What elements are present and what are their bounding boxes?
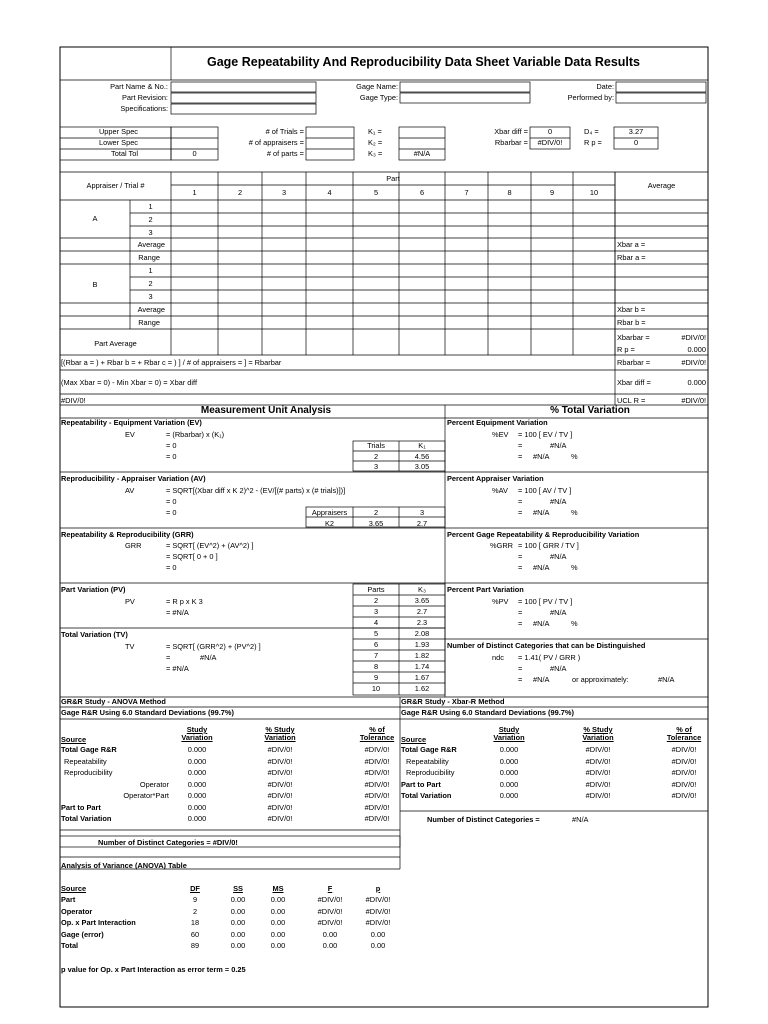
av-line2: = 0 (166, 497, 177, 506)
b-trial-3: 3 (148, 292, 153, 301)
pgrr-line1: = 100 [ GRR / TV ] (518, 541, 579, 550)
ndc-line3-value: #N/A (533, 675, 550, 684)
trials-table-header: Trials (367, 441, 385, 450)
k3-parts-2: 3 (373, 607, 379, 616)
lower-spec-label: Lower Spec (98, 138, 138, 147)
rbar-a-label: Rbar a = (617, 253, 646, 262)
xbar-row-pt-4: #DIV/0! (671, 791, 697, 800)
ppv-line3-value: #N/A (533, 619, 550, 628)
anova-col-pt1: % of (369, 725, 385, 734)
appraisers-col-3: 3 (419, 508, 425, 517)
k3-label: K₃ = (368, 149, 383, 158)
div0-note: #DIV/0! (61, 396, 86, 405)
ucl-r-value: #DIV/0! (681, 396, 706, 405)
ppv-line1: = 100 [ PV / TV ] (518, 597, 573, 606)
part-number-5: 5 (373, 188, 379, 197)
b-trial-2: 2 (148, 279, 153, 288)
k2-value-3: 2.7 (416, 519, 428, 528)
rbarbar-result-value: #DIV/0! (681, 358, 706, 367)
grr-title: Repeatability & Reproducibility (GRR) (61, 530, 194, 539)
anova-table-cell-4-2: 0.00 (230, 941, 246, 950)
xbar-col-sv2: Variation (493, 733, 525, 742)
ev-line3: = 0 (166, 452, 177, 461)
anova-row-ps-5: #DIV/0! (267, 802, 293, 812)
pev-line1: = 100 [ EV / TV ] (518, 430, 573, 439)
anova-table-cell-0-3: 0.00 (270, 895, 286, 904)
part-number-7: 7 (464, 188, 469, 197)
appraisers-label: # of appraisers = (248, 138, 304, 147)
k3-value: #N/A (413, 149, 431, 158)
pev-line3: = (518, 452, 523, 461)
anova-row-source-0: Total Gage R&R (61, 745, 117, 754)
ndc-label: ndc (492, 653, 504, 662)
k3-parts-5: 6 (373, 640, 379, 649)
rp-label: R p = (584, 138, 602, 147)
anova-table-note: p value for Op. x Part Interaction as error term = 0.25 (61, 965, 246, 974)
xbar-row-ps-2: #DIV/0! (585, 768, 611, 777)
grid-cell (306, 127, 354, 160)
trials-label: # of Trials = (265, 127, 304, 136)
xbar-diff-value: 0 (547, 127, 553, 136)
anova-row-sv-6: 0.000 (187, 814, 207, 823)
ppv-label: %PV (492, 597, 509, 606)
anova-table-cell-3-2: 0.00 (230, 929, 246, 939)
anova-row-ps-6: #DIV/0! (267, 814, 293, 823)
anova-row-ps-0: #DIV/0! (267, 745, 293, 754)
ndc-approx-label: or approximately: (572, 675, 629, 684)
xbar-col-source: Source (401, 735, 427, 744)
parts-table-header: Parts (367, 585, 385, 594)
xbar-row-pt-3: #DIV/0! (671, 779, 697, 789)
parts-label: # of parts = (266, 149, 304, 158)
appraisers-col-2: 2 (373, 508, 379, 517)
anova-table-cell-0-5: #DIV/0! (365, 895, 391, 904)
anova-row-sv-5: 0.000 (187, 802, 207, 812)
ndc-line1: = 1.41( PV / GRR ) (518, 653, 581, 662)
anova-row-source-6: Total Variation (61, 814, 112, 823)
xbar-col-ps1: % Study (583, 725, 613, 734)
k1-trials-2: 3 (373, 462, 379, 471)
xbar-col-pt1: % of (676, 725, 692, 734)
anova-table-cell-3-1: 60 (190, 929, 200, 939)
appraisers-table-header: Appraisers (311, 508, 348, 517)
anova-table-col-1: DF (190, 884, 200, 893)
anova-table-cell-1-0: Operator (61, 906, 93, 916)
anova-table-cell-3-3: 0.00 (270, 929, 286, 939)
k3-parts-9: 10 (371, 684, 381, 693)
pev-title: Percent Equipment Variation (447, 418, 548, 427)
ppv-line3: = (518, 619, 523, 628)
xbar-a-label: Xbar a = (617, 240, 646, 249)
anova-table-col-0: Source (61, 884, 87, 893)
a-trial-2: 2 (148, 215, 153, 224)
k3-value-4: 2.08 (414, 629, 430, 638)
anova-row-ps-2: #DIV/0! (267, 768, 293, 777)
anova-table-cell-4-3: 0.00 (270, 941, 286, 950)
d4-label: D₄ = (584, 127, 599, 136)
ev-title: Repeatability - Equipment Variation (EV) (61, 418, 202, 427)
anova-col-source: Source (61, 735, 87, 744)
pv-label: PV (125, 597, 135, 606)
xbarbar-value: #DIV/0! (681, 333, 706, 342)
grr-line2: = SQRT[ 0 + 0 ] (166, 552, 218, 561)
k3-parts-8: 9 (373, 673, 379, 682)
xbar-col-ps2: Variation (582, 733, 614, 742)
k3-parts-4: 5 (373, 629, 379, 638)
xbar-row-sv-1: 0.000 (499, 756, 519, 766)
pgrr-title: Percent Gage Repeatability & Reproducibility Variation (447, 530, 640, 539)
appraiser-trial-header: Appraiser / Trial # (86, 181, 145, 190)
a-trial-1: 1 (148, 202, 153, 211)
rp-grid-label: R p = (617, 345, 635, 354)
ppv-pct: % (571, 619, 578, 628)
xbar-diff-formula: (Max Xbar = 0) - Min Xbar = 0) = Xbar diff (61, 378, 198, 387)
ucl-r-label: UCL R = (617, 396, 646, 405)
ppv-line2-value: #N/A (550, 608, 567, 617)
pav-line3: = (518, 508, 523, 517)
xbar-row-source-1: Repeatability (406, 756, 449, 766)
rp-grid-value: 0.000 (687, 345, 706, 354)
anova-table-cell-3-4: 0.00 (322, 929, 338, 939)
gage-type-label: Gage Type: (359, 93, 398, 102)
anova-table-col-3: MS (272, 884, 284, 893)
pgrr-line3-value: #N/A (533, 563, 550, 572)
anova-row-pt-3: #DIV/0! (364, 779, 390, 789)
part-average-label: Part Average (94, 339, 137, 348)
xbar-study-subtitle: Gage R&R Using 6.0 Standard Deviations (99.7%) (401, 708, 574, 717)
anova-table-cell-2-3: 0.00 (270, 918, 286, 927)
anova-table-cell-2-5: #DIV/0! (365, 918, 391, 927)
xbar-row-ps-3: #DIV/0! (585, 779, 611, 789)
anova-row-pt-1: #DIV/0! (364, 756, 390, 766)
anova-table-cell-4-5: 0.00 (370, 941, 386, 950)
anova-row-ps-1: #DIV/0! (267, 756, 293, 766)
anova-row-pt-4: #DIV/0! (364, 791, 390, 800)
pgrr-line2: = (518, 552, 523, 561)
pgrr-line2-value: #N/A (550, 552, 567, 561)
anova-table-cell-0-2: 0.00 (230, 895, 246, 904)
average-b-label: Average (137, 305, 165, 314)
xbar-row-source-0: Total Gage R&R (401, 745, 457, 754)
specifications-label: Specifications: (120, 104, 168, 113)
av-line1: = SQRT[(Xbar diff x K 2)^2 - (EV/[(# parts) x (# trials)])] (166, 486, 346, 495)
pav-line3-value: #N/A (533, 508, 550, 517)
average-a-label: Average (137, 240, 165, 249)
pav-line1: = 100 [ AV / TV ] (518, 486, 572, 495)
anova-row-pt-2: #DIV/0! (364, 768, 390, 777)
anova-col-ps2: Variation (264, 733, 296, 742)
total-tol-value: 0 (192, 149, 197, 158)
anova-table-cell-0-4: #DIV/0! (317, 895, 343, 904)
total-tol-label: Total Tol (111, 149, 138, 158)
grr-line3: = 0 (166, 563, 177, 572)
anova-col-sv1: Study (186, 725, 208, 734)
anova-row-pt-5: #DIV/0! (364, 802, 390, 812)
grid-cell (171, 104, 316, 114)
k3-value-1: 3.65 (414, 596, 430, 605)
tv-line3: = #N/A (166, 664, 189, 673)
grid-cell (616, 93, 706, 103)
anova-col-sv2: Variation (181, 733, 213, 742)
average-header: Average (647, 181, 676, 190)
range-b-label: Range (138, 318, 160, 327)
appraiser-a-label: A (92, 214, 98, 223)
anova-col-pt2: Tolerance (359, 733, 395, 742)
xbar-b-label: Xbar b = (617, 305, 646, 314)
appraiser-b-label: B (92, 280, 98, 289)
anova-table-cell-4-4: 0.00 (322, 941, 338, 950)
pev-line2-value: #N/A (550, 441, 567, 450)
anova-row-sv-4: 0.000 (187, 791, 207, 800)
pav-line2: = (518, 497, 523, 506)
xbar-row-sv-4: 0.000 (499, 791, 519, 800)
ndc-approx-value: #N/A (658, 675, 675, 684)
gage-name-label: Gage Name: (356, 82, 398, 91)
anova-table-cell-4-1: 89 (190, 941, 200, 950)
part-name-label: Part Name & No.: (110, 82, 168, 91)
pgrr-pct: % (571, 563, 578, 572)
k3-value-7: 1.74 (414, 662, 430, 671)
part-number-6: 6 (419, 188, 425, 197)
part-number-8: 8 (507, 188, 512, 197)
pav-title: Percent Appraiser Variation (447, 474, 544, 483)
tv-line2: = (166, 653, 171, 662)
rbarbar-value: #DIV/0! (537, 138, 563, 147)
av-title: Reproducibility - Appraiser Variation (AV) (61, 474, 206, 483)
k3-parts-1: 2 (373, 596, 379, 605)
av-line3: = 0 (166, 508, 177, 517)
pev-line2: = (518, 441, 523, 450)
xbar-row-pt-0: #DIV/0! (671, 745, 697, 754)
k2-value-2: 3.65 (368, 519, 384, 528)
anova-table-cell-0-1: 9 (192, 895, 198, 904)
k3-value-3: 2.3 (416, 618, 428, 627)
k3-value-2: 2.7 (416, 607, 428, 616)
xbar-row-source-3: Part to Part (401, 779, 441, 789)
xbar-study-title: GR&R Study - Xbar-R Method (401, 697, 505, 706)
xbar-row-pt-2: #DIV/0! (671, 768, 697, 777)
k3-parts-6: 7 (373, 651, 379, 660)
k1-label: K₁ = (368, 127, 382, 136)
pav-line2-value: #N/A (550, 497, 567, 506)
pev-pct: % (571, 452, 578, 461)
xbar-row-sv-2: 0.000 (499, 768, 519, 777)
ev-line1: = (Rbarbar) x (K₁) (166, 430, 225, 439)
xbar-row-source-4: Total Variation (401, 791, 452, 800)
b-trial-1: 1 (148, 266, 153, 275)
anova-table-cell-1-2: 0.00 (230, 906, 246, 916)
anova-table-cell-3-0: Gage (error) (61, 929, 104, 939)
pav-label: %AV (492, 486, 508, 495)
a-trial-3: 3 (148, 228, 153, 237)
anova-row-sv-3: 0.000 (187, 779, 207, 789)
tv-title: Total Variation (TV) (61, 630, 128, 639)
k1-trials-1: 2 (373, 452, 379, 461)
k1-table-header: K₁ (418, 441, 426, 450)
anova-table-cell-4-0: Total (61, 941, 79, 950)
grr-line1: = SQRT[ (EV^2) + (AV^2) ] (166, 541, 254, 550)
grid-cell (400, 93, 530, 103)
anova-table-col-2: SS (233, 884, 243, 893)
anova-row-source-2: Reproducibility (64, 768, 113, 777)
k3-value-5: 1.93 (414, 640, 430, 649)
anova-row-sv-2: 0.000 (187, 768, 207, 777)
anova-table-cell-1-3: 0.00 (270, 906, 286, 916)
xbar-row-pt-1: #DIV/0! (671, 756, 697, 766)
part-number-9: 9 (549, 188, 555, 197)
part-number-2: 2 (237, 188, 243, 197)
xbar-ndc-label: Number of Distinct Categories = (427, 815, 540, 824)
part-header: Part (386, 174, 400, 183)
k3-parts-7: 8 (373, 662, 379, 671)
anova-row-source-5: Part to Part (61, 802, 101, 812)
d4-value: 3.27 (628, 127, 644, 136)
k1-value-2: 3.05 (414, 462, 430, 471)
anova-row-source-1: Repeatability (64, 756, 107, 766)
anova-row-pt-6: #DIV/0! (364, 814, 390, 823)
grid-cell (616, 82, 706, 92)
rp-value: 0 (633, 138, 639, 147)
ndc-line2-value: #N/A (550, 664, 567, 673)
ev-label: EV (125, 430, 135, 439)
pv-title: Part Variation (PV) (61, 585, 126, 594)
anova-table-cell-1-1: 2 (192, 906, 198, 916)
xbar-ndc-value: #N/A (572, 815, 589, 824)
ndc-title: Number of Distinct Categories that can be Distinguished (447, 641, 646, 650)
anova-ndc: Number of Distinct Categories = #DIV/0! (98, 838, 238, 847)
k2-label: K₂ = (368, 138, 383, 147)
anova-table-col-4: F (327, 884, 333, 893)
performed-by-label: Performed by: (567, 93, 614, 102)
anova-table-col-5: p (375, 884, 381, 893)
anova-table-cell-2-4: #DIV/0! (317, 918, 343, 927)
pev-line3-value: #N/A (533, 452, 550, 461)
grid-cell (400, 82, 530, 92)
pgrr-label: %GRR (490, 541, 513, 550)
xbar-row-sv-0: 0.000 (499, 745, 519, 754)
part-number-1: 1 (192, 188, 197, 197)
part-revision-label: Part Revision: (121, 93, 168, 102)
k3-value-8: 1.67 (414, 673, 430, 682)
anova-row-source-3: Operator (139, 779, 169, 789)
anova-table-cell-0-0: Part (61, 895, 76, 904)
anova-row-ps-4: #DIV/0! (267, 791, 293, 800)
upper-spec-label: Upper Spec (98, 127, 138, 136)
xbar-row-ps-4: #DIV/0! (585, 791, 611, 800)
xbarbar-label: Xbarbar = (617, 333, 650, 342)
anova-table-cell-1-4: #DIV/0! (317, 906, 343, 916)
ev-line2: = 0 (166, 441, 177, 450)
anova-table-cell-3-5: 0.00 (370, 929, 386, 939)
k2-table-label: K2 (324, 519, 335, 528)
k3-value-9: 1.62 (414, 684, 430, 693)
rbar-b-label: Rbar b = (617, 318, 646, 327)
av-label: AV (125, 486, 135, 495)
k1-value-1: 4.56 (414, 452, 430, 461)
pv-line2: = #N/A (166, 608, 189, 617)
k3-value-6: 1.82 (414, 651, 430, 660)
ppv-line2: = (518, 608, 523, 617)
part-number-4: 4 (327, 188, 332, 197)
anova-study-subtitle: Gage R&R Using 6.0 Standard Deviations (99.7%) (61, 708, 234, 717)
tv-line1: = SQRT[ (GRR^2) + (PV^2) ] (166, 642, 261, 651)
grid-cell (171, 82, 316, 92)
tv-line2-value: #N/A (200, 653, 217, 662)
date-label: Date: (596, 82, 614, 91)
anova-study-title: GR&R Study - ANOVA Method (61, 697, 166, 706)
pgrr-line3: = (518, 563, 523, 572)
anova-col-ps1: % Study (265, 725, 295, 734)
anova-table-cell-2-1: 18 (190, 918, 200, 927)
rbarbar-result-label: Rbarbar = (617, 358, 651, 367)
xbar-col-sv1: Study (498, 725, 520, 734)
k3-parts-3: 4 (373, 618, 379, 627)
anova-table-cell-1-5: #DIV/0! (365, 906, 391, 916)
anova-row-sv-1: 0.000 (187, 756, 207, 766)
anova-row-pt-0: #DIV/0! (364, 745, 390, 754)
xbar-diff-result-value: 0.000 (687, 378, 706, 387)
xbar-row-ps-1: #DIV/0! (585, 756, 611, 766)
mua-heading: Measurement Unit Analysis (200, 405, 332, 416)
rbarbar-label: Rbarbar = (494, 138, 528, 147)
tv-label: TV (125, 642, 135, 651)
sheet-title: Gage Repeatability And Reproducibility Data Sheet Variable Data Results (207, 55, 640, 69)
xbar-row-sv-3: 0.000 (499, 779, 519, 789)
xbar-row-ps-0: #DIV/0! (585, 745, 611, 754)
anova-row-ps-3: #DIV/0! (267, 779, 293, 789)
anova-table-cell-2-2: 0.00 (230, 918, 246, 927)
part-number-3: 3 (281, 188, 287, 197)
ptv-heading: % Total Variation (550, 405, 630, 416)
xbar-diff-result-label: Xbar diff = (617, 378, 651, 387)
pav-pct: % (571, 508, 578, 517)
ndc-line2: = (518, 664, 523, 673)
anova-table-title: Analysis of Variance (ANOVA) Table (61, 861, 187, 870)
xbar-diff-label: Xbar diff = (494, 127, 528, 136)
pev-label: %EV (492, 430, 509, 439)
grr-label: GRR (125, 541, 142, 550)
ndc-line3: = (518, 675, 523, 684)
k3-table-header: K₃ (418, 585, 426, 594)
part-number-10: 10 (589, 188, 599, 197)
anova-row-source-4: Operator*Part (123, 791, 169, 800)
anova-row-sv-0: 0.000 (187, 745, 207, 754)
anova-table-cell-2-0: Op. x Part Interaction (61, 918, 136, 927)
xbar-col-pt2: Tolerance (666, 733, 702, 742)
grid-cell (171, 93, 316, 103)
range-a-label: Range (138, 253, 160, 262)
pv-line1: = R p x K 3 (166, 597, 203, 606)
rbarbar-formula: [(Rbar a = ) + Rbar b = + Rbar c = ) ] / # of appraisers = ] = Rbarbar (61, 358, 282, 367)
ppv-title: Percent Part Variation (447, 585, 524, 594)
xbar-row-source-2: Reproducibility (406, 768, 455, 777)
